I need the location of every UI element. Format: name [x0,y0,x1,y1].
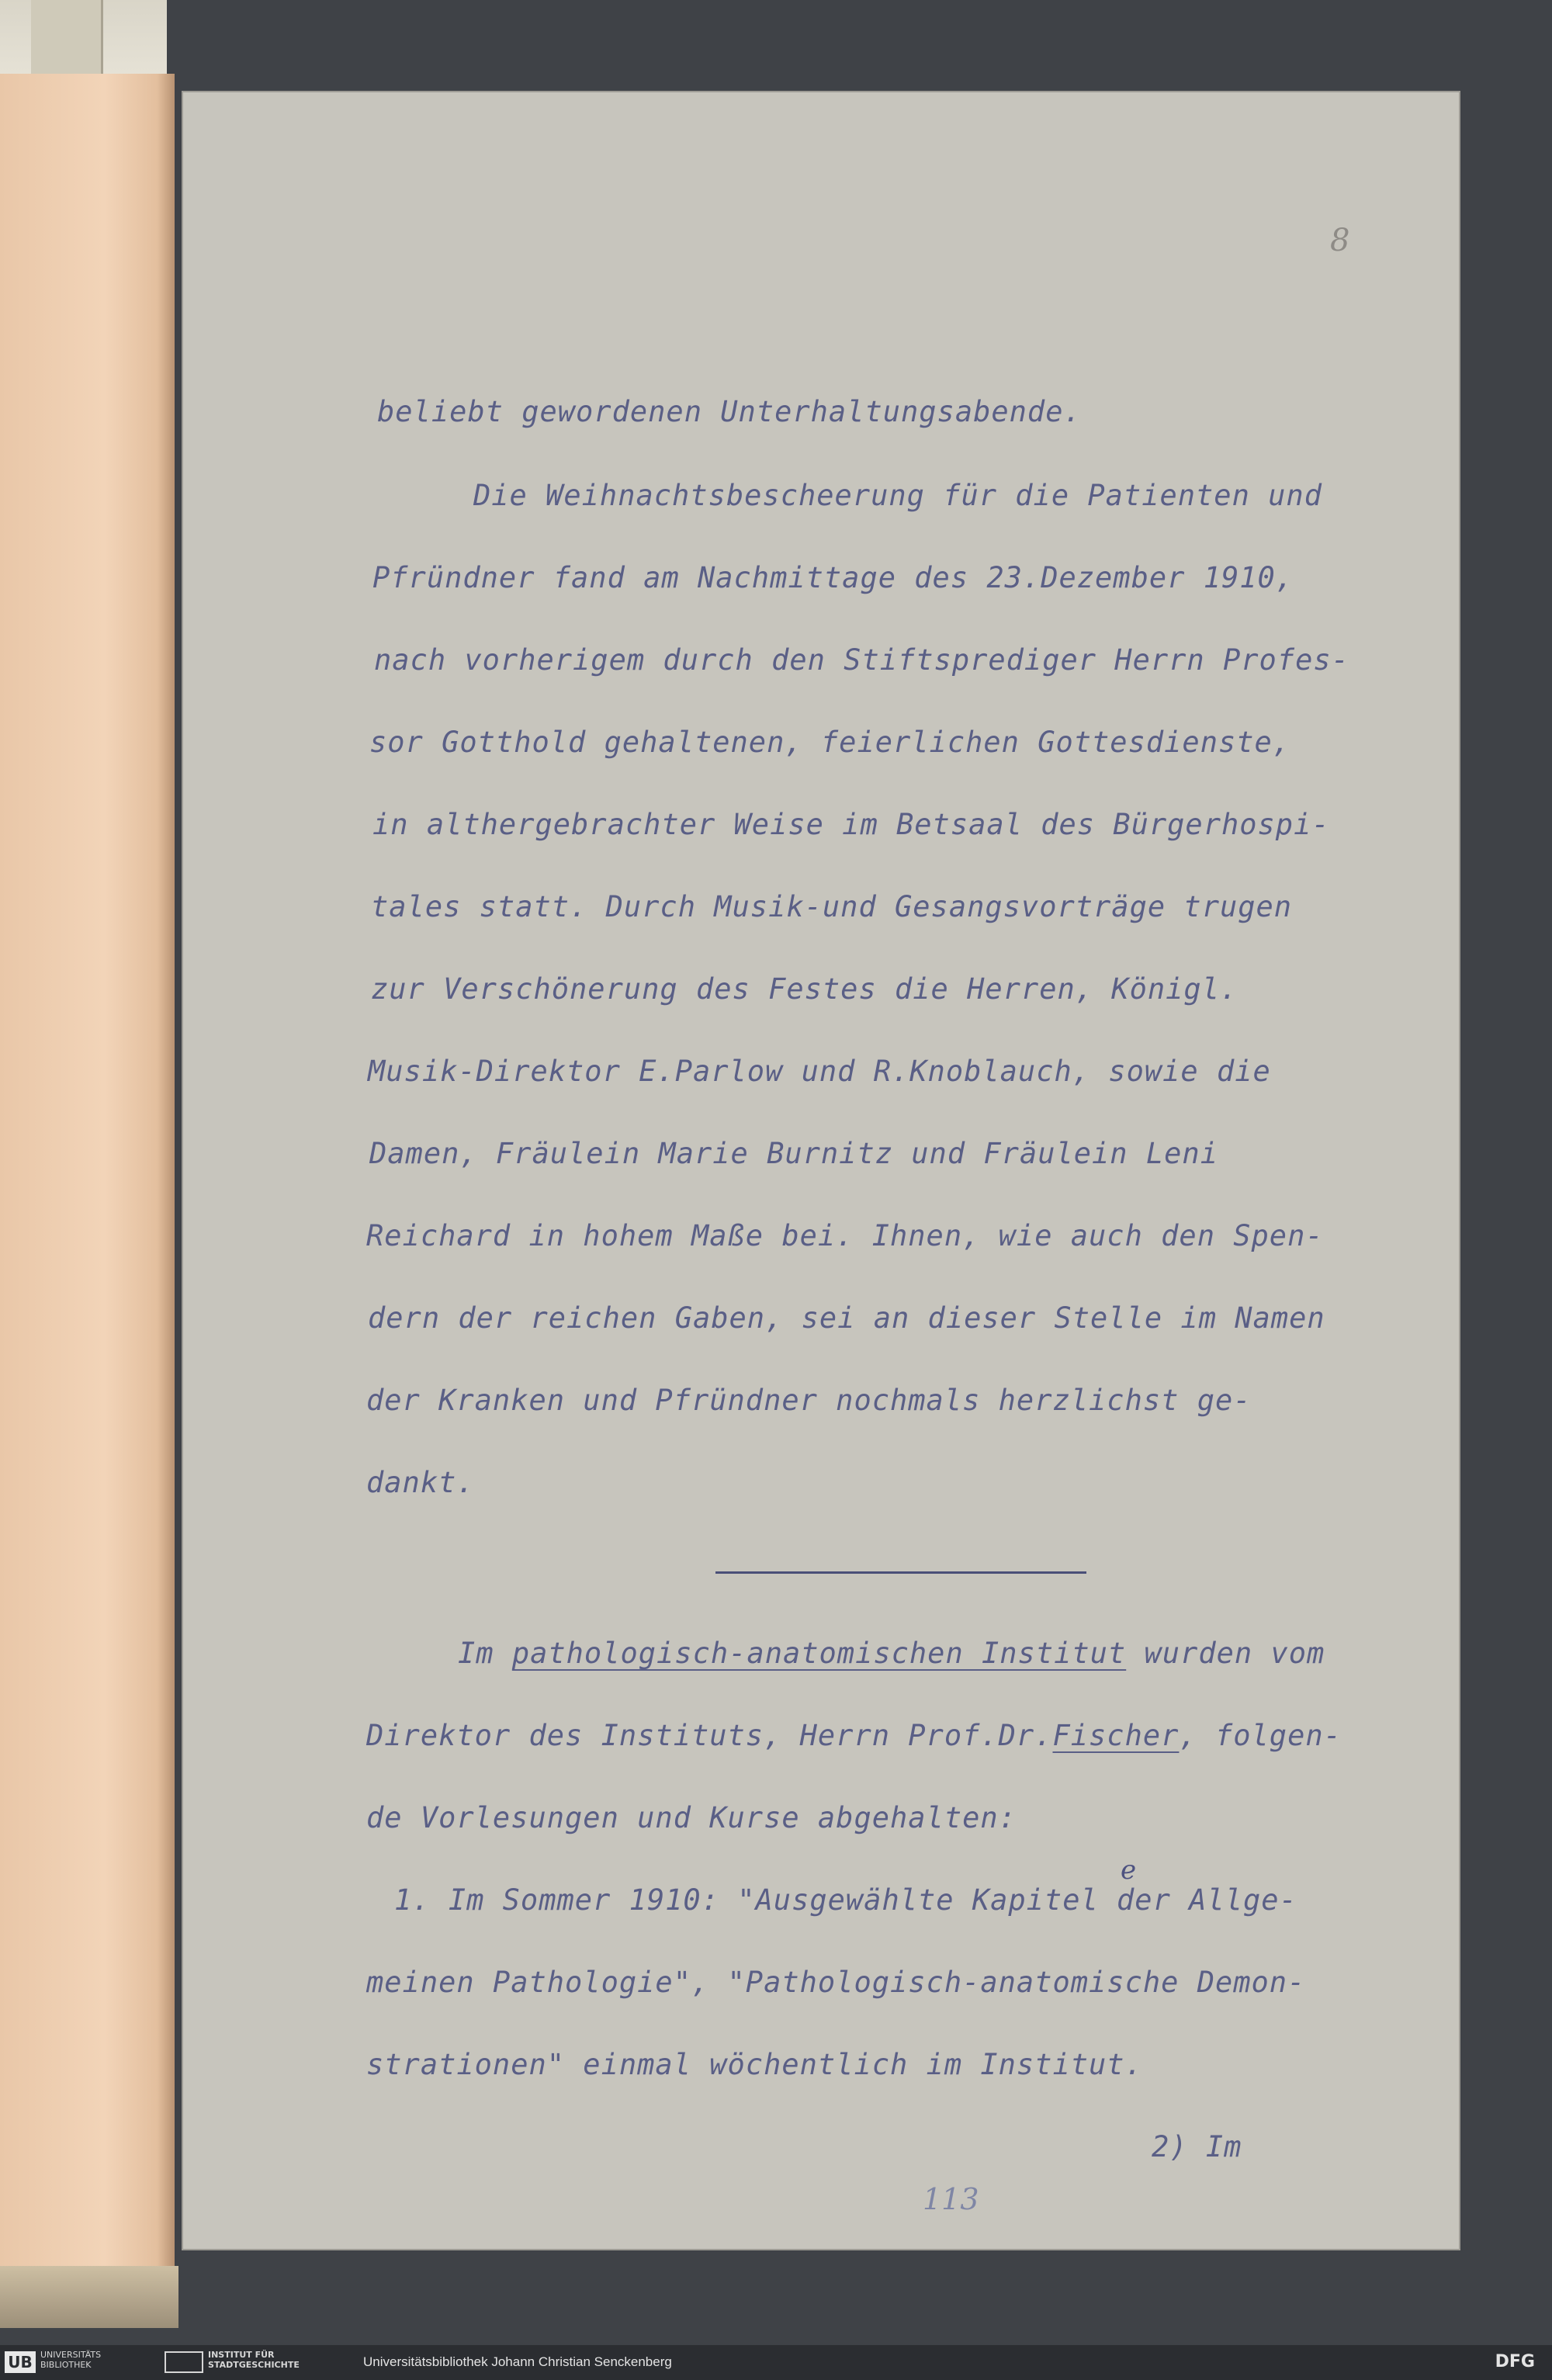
section2-line-6: strationen" einmal wöchentlich im Institut. [366,2048,1143,2081]
section2-line-2: Direktor des Instituts, Herrn Prof.Dr.Fischer, folgen- [366,1719,1342,1752]
ub-logo-text: UNIVERSITÄTS BIBLIOTHEK [40,2350,102,2370]
dfg-logo[interactable]: DFG [1495,2352,1535,2371]
text-line-7: tales statt. Durch Musik-und Gesangsvorträge trugen [371,890,1293,923]
text-line-9: Musik-Direktor E.Parlow und R.Knoblauch, sowie die [368,1055,1271,1088]
section-separator [715,1571,1086,1574]
institute-logo-icon[interactable] [165,2351,203,2373]
section2-line-5: meinen Pathologie", "Pathologisch-anatomische Demon- [366,1966,1306,1999]
catchword: 2) Im [1152,2130,1242,2163]
text-line-4: nach vorherigem durch den Stiftsprediger Herrn Profes- [374,643,1349,677]
ub-logo[interactable]: UB [5,2351,36,2373]
text-line-1: beliebt gewordenen Unterhaltungsabende. [377,395,1082,428]
section2-line-1: Im pathologisch-anatomischen Institut wurden vom [458,1637,1325,1670]
underlined-director-name: Fischer [1052,1719,1180,1752]
text-line-11: Reichard in hohem Maße bei. Ihnen, wie auch den Spen- [366,1219,1324,1252]
binding-bottom-edge [0,2266,178,2328]
text-line-6: in althergebrachter Weise im Betsaal des Bürgerhospi- [372,808,1330,841]
institute-logo-text: INSTITUT FÜR STADTGESCHICHTE [208,2350,300,2370]
section2-line-4: 1. Im Sommer 1910: "Ausgewählte Kapitel der Allge- [394,1883,1297,1917]
adjacent-page-tab [31,0,103,85]
section2-line-3: de Vorlesungen und Kurse abgehalten: [366,1801,1017,1834]
text-line-12: dern der reichen Gaben, sei an dieser Stelle im Namen [368,1301,1325,1335]
adjacent-page [0,74,175,2309]
library-name: Universitätsbibliothek Johann Christian Senckenberg [363,2354,672,2369]
text-line-3: Pfründner fand am Nachmittage des 23.Dezember 1910, [372,561,1294,594]
text-line-8: zur Verschönerung des Festes die Herren, Königl. [371,972,1238,1006]
viewer-footer [0,2345,1552,2380]
handwritten-correction: e [1121,1855,1137,1886]
text-line-5: sor Gotthold gehaltenen, feierlichen Gottesdienste, [369,726,1291,759]
pencil-page-mark: 8 [1330,223,1350,258]
document-page [182,91,1460,2250]
folio-number: 113 [923,2182,979,2216]
text-line-10: Damen, Fräulein Marie Burnitz und Fräulein Leni [369,1137,1218,1170]
underlined-institute-name: pathologisch-anatomischen Institut [511,1637,1127,1670]
text-line-14: dankt. [366,1466,475,1499]
text-line-13: der Kranken und Pfründner nochmals herzlichst ge- [366,1384,1252,1417]
text-line-2: Die Weihnachtsbescheerung für die Patienten und [473,479,1322,512]
